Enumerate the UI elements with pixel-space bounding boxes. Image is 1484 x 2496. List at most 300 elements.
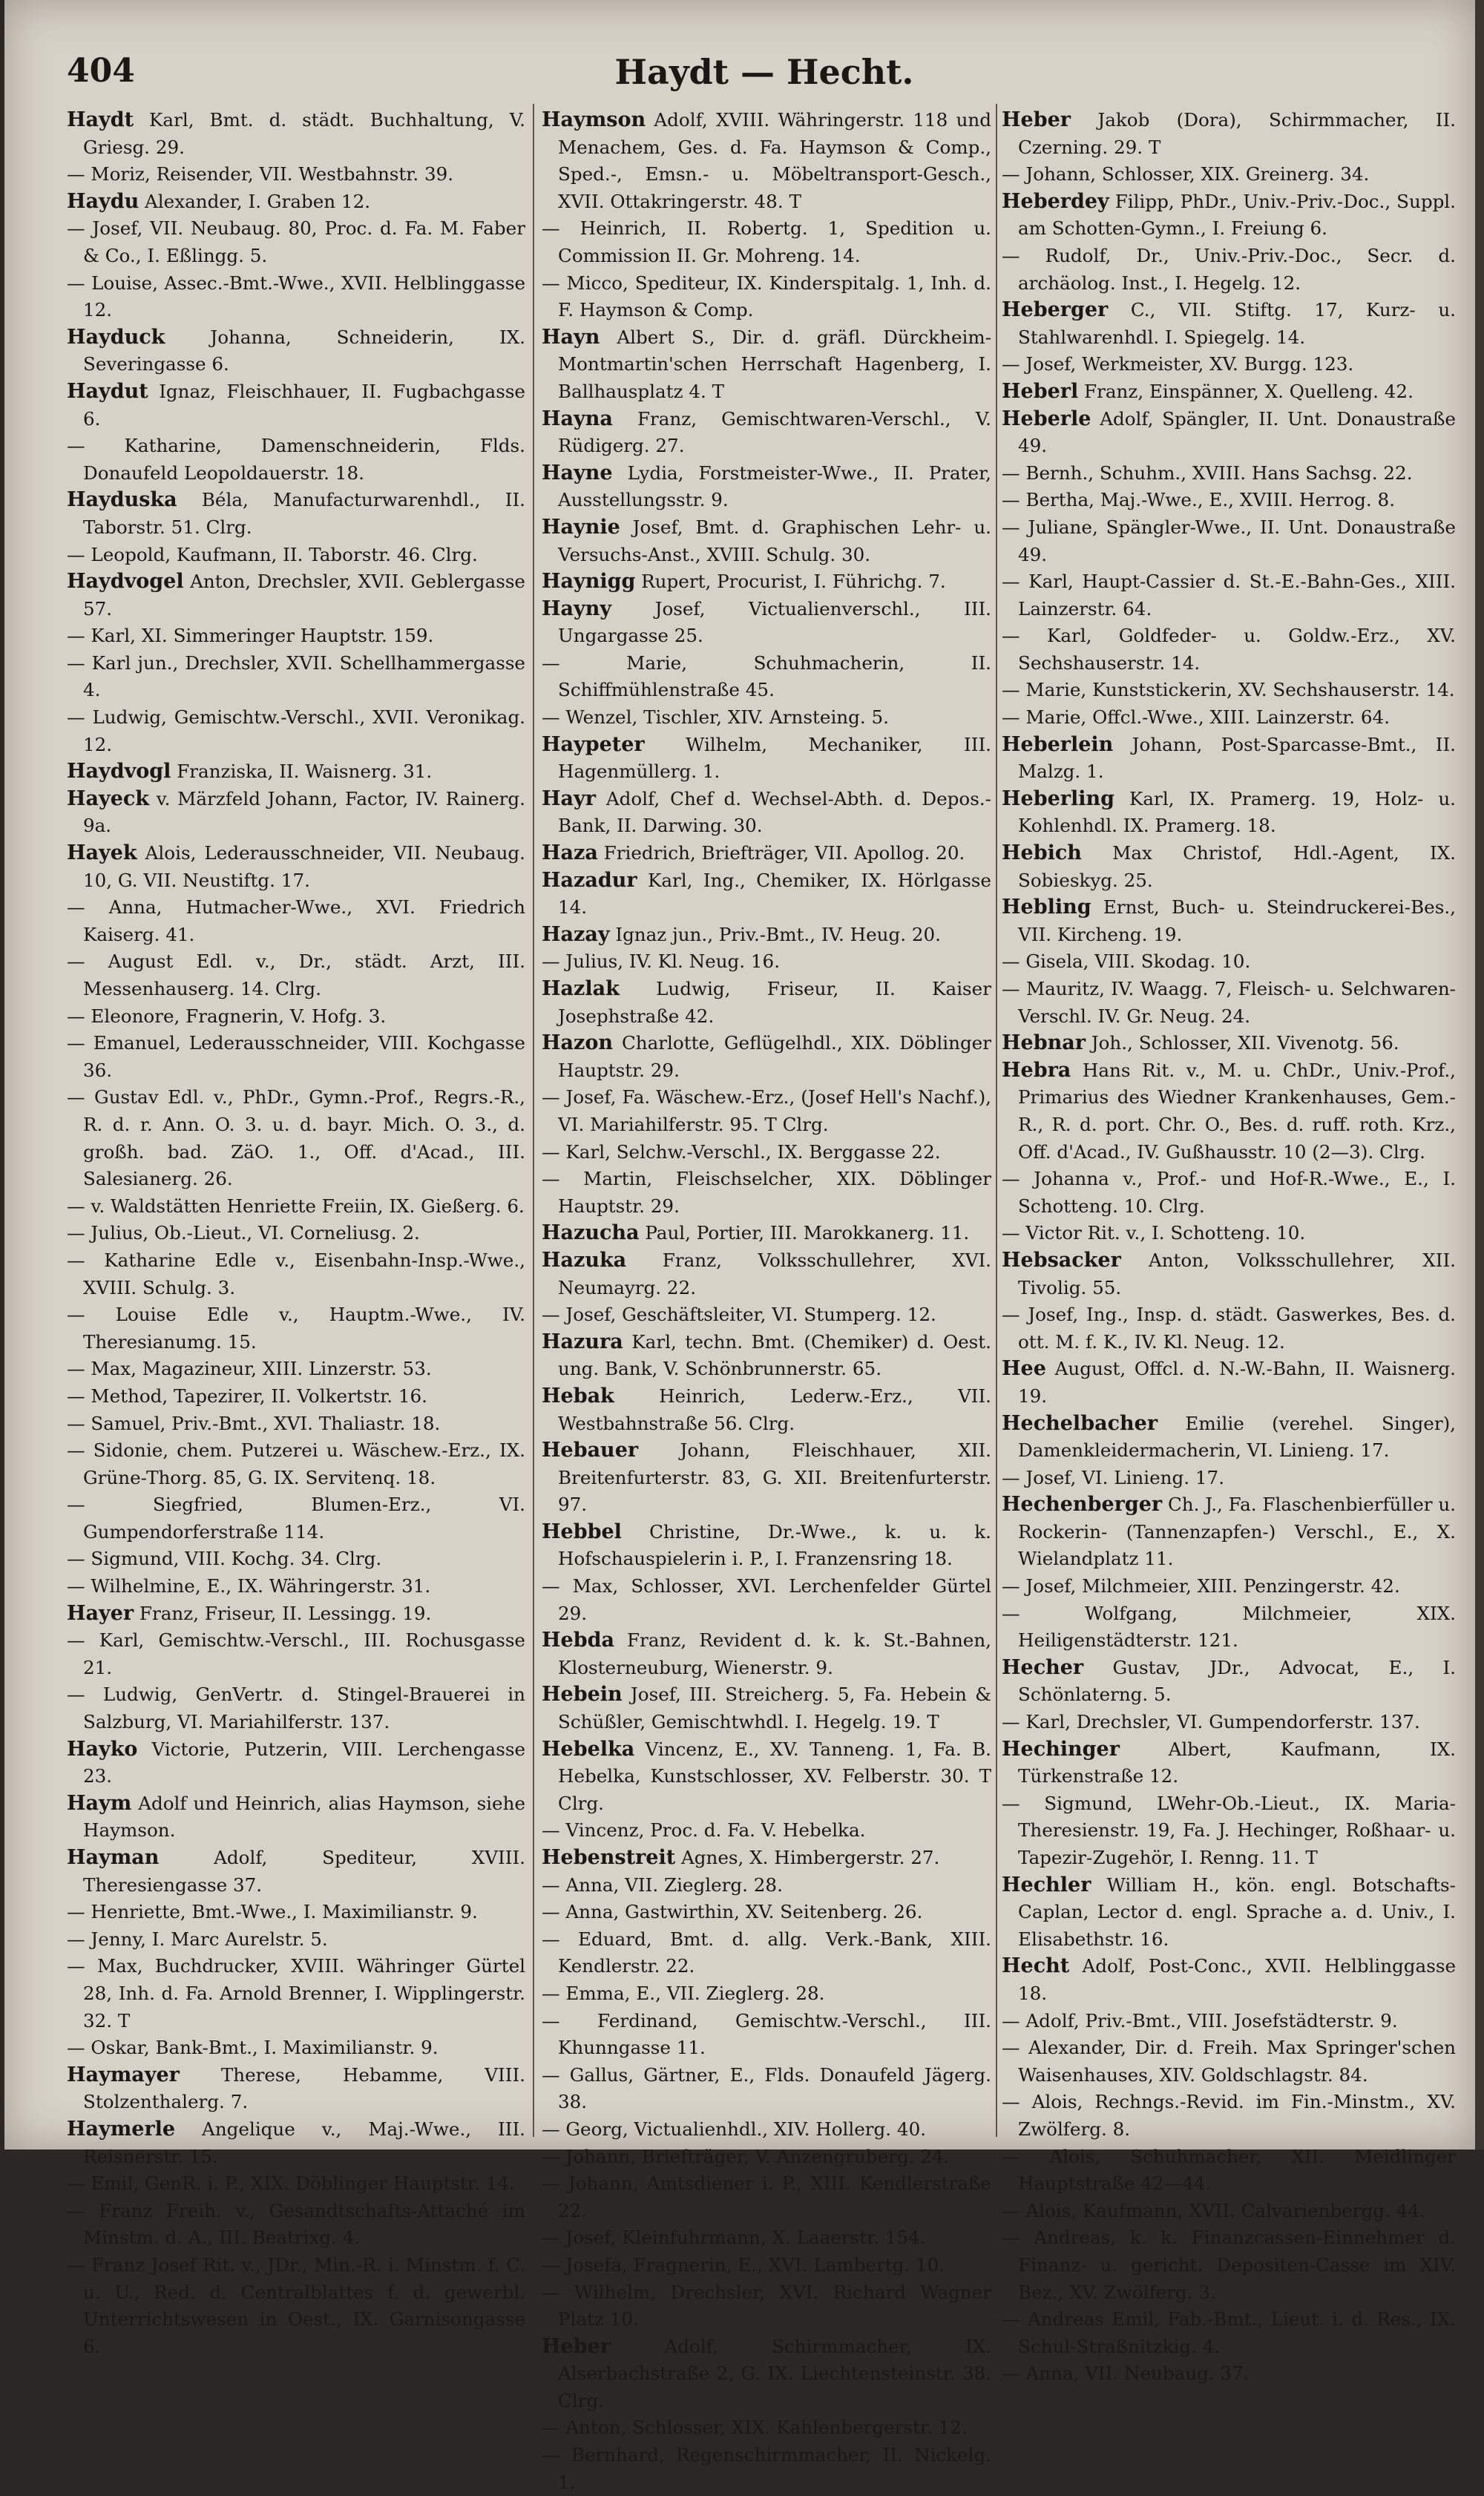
directory-entry — [542, 270, 991, 324]
directory-entry — [1002, 623, 1456, 677]
directory-entry — [542, 1926, 991, 1980]
entry-surname: Haymson — [542, 108, 646, 131]
entry-text: — Anna, VII. Zieglerg. 28. — [542, 1873, 783, 1896]
directory-entry — [542, 1899, 991, 1926]
entry-text: Anton, Drechsler, XVII. Geblergasse 57. — [83, 571, 525, 620]
directory-entry — [542, 948, 991, 976]
entry-text: Lydia, Forstmeister-Wwe., II. Prater, Ausstellungsstr. 9. — [558, 462, 991, 511]
directory-entry — [542, 1139, 991, 1166]
directory-entry — [1002, 1356, 1456, 1410]
entry-text: Karl, techn. Bmt. (Chemiker) d. Oest. ung. Bank, V. Schönbrunnerstr. 65. — [558, 1330, 991, 1380]
entry-text: — Josef, VII. Neubaug. 80, Proc. d. Fa. M. Faber & Co., I. Eßlingg. 5. — [67, 217, 525, 266]
entry-text: — Georg, Victualienhdl., XIV. Hollerg. 40. — [542, 2118, 927, 2140]
entry-surname: Hayman — [67, 1846, 160, 1869]
column-divider — [533, 104, 534, 2137]
directory-entry — [67, 568, 525, 623]
entry-text: — Karl, Haupt-Cassier d. St.-E.-Bahn-Ges., XIII. Lainzerstr. 64. — [1002, 571, 1456, 620]
entry-surname: Hechenberger — [1002, 1493, 1163, 1517]
directory-entry — [1002, 1709, 1456, 1736]
entry-surname: Haym — [67, 1791, 132, 1815]
directory-entry — [1002, 460, 1456, 487]
directory-entry — [67, 786, 525, 840]
entry-text: — Josef, Fa. Wäschew.-Erz., (Josef Hell's Nachf.), VI. Mariahilferstr. 95. T Clrg. — [542, 1086, 991, 1135]
directory-entry — [1002, 786, 1456, 840]
directory-entry — [1002, 1410, 1456, 1465]
directory-entry — [67, 1573, 525, 1600]
entry-text: Charlotte, Geflügelhdl., XIX. Döblinger Hauptstr. 29. — [558, 1032, 991, 1081]
entry-text: — Josef, Ing., Insp. d. städt. Gaswerkes, Bes. d. ott. M. f. K., IV. Kl. Neug. 12. — [1002, 1304, 1456, 1353]
entry-text: — Anton, Schlosser, XIX. Kahlenbergerstr. 12. — [542, 2417, 968, 2439]
entry-surname: Hebauer — [542, 1439, 639, 1462]
entry-text: — Karl, XI. Simmeringer Hauptstr. 159. — [67, 625, 434, 647]
entry-surname: Hechelbacher — [1002, 1411, 1158, 1435]
directory-entry — [1002, 732, 1456, 786]
entry-text: — Josef, Geschäftsleiter, VI. Stumperg. 12. — [542, 1304, 936, 1326]
directory-entry — [1002, 2224, 1456, 2306]
entry-text: — Rudolf, Dr., Univ.-Priv.-Doc., Secr. d. archäolog. Inst., I. Hegelg. 12. — [1002, 244, 1456, 294]
directory-entry — [542, 867, 991, 922]
entry-text: Franz, Volksschullehrer, XVI. Neumayrg. 22. — [558, 1249, 991, 1298]
entry-text: — Marie, Schuhmacherin, II. Schiffmühlenstraße 45. — [542, 651, 991, 701]
entry-text: — Katharine, Damenschneiderin, Flds. Donaufeld Leopoldauerstr. 18. — [67, 435, 525, 484]
entry-text: — Josef, Kleinfuhrmann, X. Laaerstr. 154. — [542, 2227, 926, 2249]
directory-entry — [1002, 2306, 1456, 2360]
entry-text: — Josef, Werkmeister, XV. Burgg. 123. — [1002, 353, 1354, 375]
entry-text: — Katharine Edle v., Eisenbahn-Insp.-Wwe., XVIII. Schulg. 3. — [67, 1249, 525, 1298]
entry-text: — Jenny, I. Marc Aurelstr. 5. — [67, 1928, 328, 1950]
entry-surname: Hayduska — [67, 488, 177, 512]
directory-entry — [1002, 2089, 1456, 2143]
directory-entry — [67, 1003, 525, 1031]
entry-text: Agnes, X. Himbergerstr. 27. — [675, 1847, 940, 1868]
entry-text: C., VII. Stiftg. 17, Kurz- u. Stahlwarenhdl. I. Spiegelg. 14. — [1018, 299, 1456, 348]
directory-entry — [542, 732, 991, 786]
directory-entry — [542, 1817, 991, 1845]
entry-text: — Louise Edle v., Hauptm.-Wwe., IV. Theresianumg. 15. — [67, 1304, 525, 1353]
directory-entry — [542, 1301, 991, 1329]
entry-text: Josef, Bmt. d. Graphischen Lehr- u. Versuchs-Anst., XVIII. Schulg. 30. — [558, 516, 991, 565]
entry-text: Josef, III. Streicherg. 5, Fa. Hebein & Schüßler, Gemischtwhdl. I. Hegelg. 19. T — [558, 1684, 991, 1733]
entry-text: Vincenz, E., XV. Tanneng. 1, Fa. B. Hebelka, Kunstschlosser, XV. Felberstr. 30. T Clrg. — [558, 1738, 991, 1814]
directory-entry — [67, 215, 525, 269]
entry-surname: Heberling — [1002, 786, 1114, 810]
directory-entry — [542, 976, 991, 1030]
directory-entry — [1002, 1790, 1456, 1872]
directory-entry — [542, 2252, 991, 2279]
entry-surname: Hayer — [67, 1601, 134, 1625]
directory-entry — [542, 514, 991, 568]
column-divider — [996, 104, 997, 2137]
entry-text: — Martin, Fleischselcher, XIX. Döblinger Hauptstr. 29. — [542, 1168, 991, 1217]
entry-text: Adolf, XVIII. Währingerstr. 118 und Menachem, Ges. d. Fa. Haymson & Comp., Sped.-, Emsn.- u. Möbeltransport-Gesch., XVII. Ottakringerstr. 48. T — [558, 109, 991, 212]
entry-text: — Josef, VI. Linieng. 17. — [1002, 1466, 1225, 1488]
directory-entry — [1002, 1220, 1456, 1247]
directory-entry — [67, 1845, 525, 1899]
directory-entry — [67, 1410, 525, 1438]
directory-entry — [1002, 1030, 1456, 1057]
entry-surname: Hebich — [1002, 841, 1082, 865]
directory-entry — [67, 1030, 525, 1084]
entry-surname: Haymerle — [67, 2117, 176, 2141]
entry-text: — Andreas Emil, Fab.-Bmt., Lieut. i. d. Res., IX. Schul-Straßnitzkig. 4. — [1002, 2308, 1456, 2357]
entry-surname: Hebein — [542, 1683, 623, 1707]
directory-entry — [67, 1084, 525, 1192]
directory-entry — [1002, 2034, 1456, 2089]
directory-entry — [1002, 1057, 1456, 1166]
directory-entry — [67, 2062, 525, 2116]
directory-entry — [67, 487, 525, 541]
entry-text: — Moriz, Reisender, VII. Westbahnstr. 39. — [67, 163, 454, 185]
entry-surname: Hechler — [1002, 1873, 1091, 1896]
entry-surname: Hazucha — [542, 1221, 640, 1245]
entry-text: — Josefa, Fragnerin, E., XVI. Lambertg. 10. — [542, 2253, 945, 2276]
entry-surname: Hayna — [542, 407, 613, 430]
entry-text: — Eduard, Bmt. d. allg. Verk.-Bank, XIII. Kendlerstr. 22. — [542, 1928, 991, 1977]
entry-text: Albert S., Dir. d. gräfl. Dürckheim-Montmartin'schen Herrschaft Hagenberg, I. Ballhausplatz 4. T — [558, 326, 991, 402]
directory-entry — [67, 948, 525, 1002]
entry-text: — Max, Magazineur, XIII. Linzerstr. 53. — [67, 1358, 432, 1380]
entry-text: Adolf, Spängler, II. Unt. Donaustraße 49. — [1018, 407, 1456, 457]
entry-text: Franz, Einspänner, X. Quelleng. 42. — [1078, 380, 1414, 402]
entry-text: — Karl jun., Drechsler, XVII. Schellhammergasse 4. — [67, 651, 525, 701]
entry-text: — Marie, Offcl.-Wwe., XIII. Lainzerstr. 64. — [1002, 706, 1391, 729]
directory-entry — [542, 568, 991, 596]
entry-text: Wilhelm, Mechaniker, III. Hagenmüllerg. 1. — [558, 733, 991, 783]
entry-text: — Bernhard, Regenschirmmacher, II. Nickelg. 1. — [542, 2444, 991, 2493]
entry-text: — Micco, Spediteur, IX. Kinderspitalg. 1, Inh. d. F. Haymson & Comp. — [542, 272, 991, 321]
directory-entry — [542, 1845, 991, 1872]
directory-entry — [1002, 1573, 1456, 1600]
directory-entry — [1002, 1465, 1456, 1492]
directory-entry — [1002, 514, 1456, 568]
entry-text: Franziska, II. Waisnerg. 31. — [171, 761, 433, 783]
entry-surname: Hayne — [542, 461, 613, 485]
entry-surname: Hayny — [542, 597, 612, 620]
entry-text: Albert, Kaufmann, IX. Türkenstraße 12. — [1018, 1738, 1456, 1787]
entry-text: — Henriette, Bmt.-Wwe., I. Maximilianstr. 9. — [67, 1901, 478, 1923]
entry-surname: Haynigg — [542, 570, 636, 594]
entry-text: — Gallus, Gärtner, E., Flds. Donaufeld Jägerg. 38. — [542, 2063, 991, 2113]
directory-entry — [67, 2170, 525, 2198]
entry-text: — Andreas, k. k. Finanzcassen-Einnehmer d. Finanz- u. gericht. Depositen-Casse im XIV. Bez., XV. Zwölferg. 3. — [1002, 2227, 1456, 2303]
entry-surname: Hayn — [542, 325, 600, 349]
entry-text: Rupert, Procurist, I. Führichg. 7. — [635, 571, 946, 593]
entry-text: — Karl, Goldfeder- u. Goldw.-Erz., XV. Sechshauserstr. 14. — [1002, 625, 1456, 674]
directory-entry — [67, 2034, 525, 2062]
directory-entry — [542, 1166, 991, 1220]
entry-text: — Eleonore, Fragnerin, V. Hofg. 3. — [67, 1005, 387, 1027]
entry-text: — Mauritz, IV. Waagg. 7, Fleisch- u. Selchwaren-Verschl. IV. Gr. Neug. 24. — [1002, 978, 1456, 1027]
directory-entry — [1002, 1600, 1456, 1655]
directory-entry — [1002, 894, 1456, 948]
entry-surname: Heberle — [1002, 407, 1091, 430]
directory-entry — [67, 107, 525, 161]
entry-text: — Oskar, Bank-Bmt., I. Maximilianstr. 9. — [67, 2037, 439, 2059]
entry-text: Victorie, Putzerin, VIII. Lerchengasse 23. — [83, 1738, 525, 1787]
running-head: Haydt — Hecht. — [614, 52, 914, 92]
entry-text: August, Offcl. d. N.-W.-Bahn, II. Waisnerg. 19. — [1018, 1358, 1456, 1407]
entry-text: — Leopold, Kaufmann, II. Taborstr. 46. Clrg. — [67, 543, 478, 565]
directory-entry — [67, 704, 525, 758]
directory-entry — [1002, 2198, 1456, 2225]
directory-entry — [542, 2062, 991, 2116]
entry-surname: Hayduck — [67, 325, 165, 349]
directory-entry — [542, 1329, 991, 1383]
directory-entry — [1002, 297, 1456, 351]
entry-surname: Haydvogl — [67, 760, 171, 784]
directory-entry — [542, 1681, 991, 1735]
entry-text: — Karl, Selchw.-Verschl., IX. Berggasse 22. — [542, 1140, 941, 1163]
directory-entry — [542, 406, 991, 460]
directory-entry — [67, 758, 525, 786]
directory-entry — [542, 596, 991, 650]
column-1 — [67, 107, 525, 2357]
directory-entry — [67, 270, 525, 324]
entry-text: Johanna, Schneiderin, IX. Severingasse 6. — [83, 326, 525, 375]
entry-surname: Hazuka — [542, 1248, 627, 1272]
directory-entry — [1002, 2144, 1456, 2198]
entry-text: — Johann, Briefträger, V. Anzengruberg. 24. — [542, 2145, 950, 2167]
entry-text: Filipp, PhDr., Univ.-Priv.-Doc., Suppl. am Schotten-Gymn., I. Freiung 6. — [1018, 190, 1456, 240]
directory-entry — [67, 188, 525, 216]
directory-entry — [67, 1600, 525, 1628]
entry-text: — Anna, Hutmacher-Wwe., XVI. Friedrich Kaiserg. 41. — [67, 896, 525, 945]
entry-text: v. Märzfeld Johann, Factor, IV. Rainerg. 9a. — [83, 787, 525, 837]
entry-text: Adolf, Chef d. Wechsel-Abth. d. Depos.-Bank, II. Darwing. 30. — [558, 787, 991, 837]
entry-text: — Sigmund, LWehr-Ob.-Lieut., IX. Maria-Theresienstr. 19, Fa. J. Hechinger, Roßhaar- u. Tapezir-Zugehör, I. Renng. 11. T — [1002, 1792, 1456, 1868]
entry-text: Friedrich, Briefträger, VII. Apollog. 20. — [597, 842, 965, 864]
entry-text: — Bernh., Schuhm., XVIII. Hans Sachsg. 22. — [1002, 462, 1413, 484]
entry-text: Ignaz, Fleischhauer, II. Fugbachgasse 6. — [83, 380, 525, 430]
entry-text: Gustav, JDr., Advocat, E., I. Schönlaterng. 5. — [1018, 1656, 1456, 1706]
entry-text: Therese, Hebamme, VIII. Stolzenthalerg. 7. — [83, 2063, 525, 2113]
entry-text: Heinrich, Lederw.-Erz., VII. Westbahnstraße 56. Clrg. — [558, 1385, 991, 1434]
entry-text: William H., kön. engl. Botschafts-Caplan, Lector d. engl. Sprache a. d. Univ., I. Elisabethstr. 16. — [1018, 1873, 1456, 1950]
directory-entry — [542, 922, 991, 949]
entry-text: — Julius, Ob.-Lieut., VI. Corneliusg. 2. — [67, 1222, 420, 1244]
directory-entry — [1002, 840, 1456, 894]
directory-entry — [542, 786, 991, 840]
directory-entry — [67, 1736, 525, 1790]
directory-entry — [67, 1546, 525, 1573]
entry-surname: Heberl — [1002, 379, 1079, 403]
directory-entry — [67, 1681, 525, 1735]
entry-text: Jakob (Dora), Schirmmacher, II. Czerning. 29. T — [1018, 109, 1456, 158]
entry-text: Karl, Bmt. d. städt. Buchhaltung, V. Griesg. 29. — [83, 109, 525, 158]
entry-text: Adolf, Post-Conc., XVII. Helblinggasse 18. — [1018, 1955, 1456, 2004]
entry-surname: Hebra — [1002, 1058, 1071, 1082]
entry-text: — Sidonie, chem. Putzerei u. Wäschew.-Erz., IX. Grüne-Thorg. 85, G. IX. Servitenq. 18. — [67, 1439, 525, 1488]
directory-entry — [542, 2008, 991, 2062]
entry-text: — Ludwig, GenVertr. d. Stingel-Brauerei in Salzburg, VI. Mariahilferstr. 137. — [67, 1684, 525, 1733]
entry-surname: Hee — [1002, 1357, 1046, 1381]
entry-text: Angelique v., Maj.-Wwe., III. Reisnerstr. 15. — [83, 2118, 525, 2167]
entry-text: — Julius, IV. Kl. Neug. 16. — [542, 950, 781, 973]
entry-text: Emilie (verehel. Singer), Damenkleidermacherin, VI. Linieng. 17. — [1018, 1412, 1456, 1462]
entry-text: — Victor Rit. v., I. Schotteng. 10. — [1002, 1222, 1306, 1244]
entry-text: Anton, Volksschullehrer, XII. Tivolig. 55. — [1018, 1249, 1456, 1298]
entry-surname: Hayeck — [67, 786, 150, 810]
directory-entry — [542, 2170, 991, 2224]
entry-text: — Siegfried, Blumen-Erz., VI. Gumpendorferstraße 114. — [67, 1494, 525, 1543]
entry-text: — Wenzel, Tischler, XIV. Arnsteing. 5. — [542, 706, 889, 729]
directory-entry — [542, 1247, 991, 1301]
entry-surname: Haydu — [67, 189, 139, 213]
entry-text: — Ludwig, Gemischtw.-Verschl., XVII. Veronikag. 12. — [67, 706, 525, 755]
directory-entry — [542, 1980, 991, 2008]
directory-entry — [542, 215, 991, 269]
entry-text: — Sigmund, VIII. Kochg. 34. Clrg. — [67, 1548, 382, 1570]
directory-entry — [67, 1383, 525, 1410]
entry-text: — Alexander, Dir. d. Freih. Max Springer'schen Waisenhauses, XIV. Goldschlagstr. 84. — [1002, 2037, 1456, 2086]
entry-text: — Max, Schlosser, XVI. Lerchenfelder Gürtel 29. — [542, 1575, 991, 1624]
directory-entry — [542, 460, 991, 514]
directory-entry — [1002, 188, 1456, 243]
entry-surname: Hazlak — [542, 977, 620, 1000]
directory-entry — [67, 2116, 525, 2170]
entry-surname: Heberdey — [1002, 189, 1109, 213]
entry-surname: Hayek — [67, 841, 137, 865]
directory-entry — [67, 1301, 525, 1356]
entry-text: — Alois, Schuhmacher, XII. Meidlinger Hauptstraße 42—44. — [1002, 2145, 1456, 2195]
directory-page — [4, 0, 1475, 2493]
entry-text: Ernst, Buch- u. Steindruckerei-Bes., VII. Kircheng. 19. — [1018, 896, 1456, 945]
directory-entry — [67, 840, 525, 894]
entry-text: — Marie, Kunststickerin, XV. Sechshauserstr. 14. — [1002, 679, 1455, 701]
directory-entry — [542, 1519, 991, 1573]
directory-entry — [1002, 1247, 1456, 1301]
entry-text: — Heinrich, II. Robertg. 1, Spedition u. Commission II. Gr. Mohreng. 14. — [542, 217, 991, 266]
directory-entry — [67, 1247, 525, 1301]
directory-entry — [67, 2252, 525, 2360]
directory-entry — [67, 1926, 525, 1954]
page-number: 404 — [67, 52, 135, 90]
directory-entry — [542, 324, 991, 406]
directory-entry — [67, 1953, 525, 2034]
directory-entry — [1002, 2008, 1456, 2035]
entry-text: — Karl, Gemischtw.-Verschl., III. Rochusgasse 21. — [67, 1629, 525, 1678]
entry-text: — Johann, Schlosser, XIX. Greinerg. 34. — [1002, 163, 1370, 185]
entry-text: — Karl, Drechsler, VI. Gumpendorferstr. 137. — [1002, 1711, 1420, 1733]
directory-entry — [1002, 161, 1456, 188]
entry-text: Joh., Schlosser, XII. Vivenotg. 56. — [1085, 1032, 1399, 1054]
entry-text: — Emanuel, Lederausschneider, VIII. Kochgasse 36. — [67, 1032, 525, 1081]
entry-text: — Emil, GenR. i. P., XIX. Döblinger Hauptstr. 14. — [67, 2172, 515, 2195]
directory-entry — [67, 378, 525, 433]
directory-entry — [1002, 1491, 1456, 1573]
directory-entry — [1002, 704, 1456, 732]
directory-entry — [1002, 976, 1456, 1030]
entry-text: Hans Rit. v., M. u. ChDr., Univ.-Prof., Primarius des Wiedner Krankenhauses, Gem.-R., R. d. port. Chr. O., Bes. d. ruff. roth. Krz., Off. d'Acad., IV. Gußhausstr. 10 (2—3). Clrg. — [1018, 1059, 1456, 1163]
entry-text: Béla, Manufacturwarenhdl., II. Taborstr. 51. Clrg. — [83, 489, 525, 538]
directory-entry — [542, 704, 991, 732]
directory-entry — [1002, 1655, 1456, 1709]
entry-text: — Johanna v., Prof.- und Hof-R.-Wwe., E., I. Schotteng. 10. Clrg. — [1002, 1168, 1456, 1217]
directory-entry — [542, 2279, 991, 2334]
directory-entry — [542, 1220, 991, 1247]
entry-text: Karl, Ing., Chemiker, IX. Hörlgasse 14. — [558, 869, 991, 919]
entry-text: Alois, Lederausschneider, VII. Neubaug. 10, G. VII. Neustiftg. 17. — [83, 842, 525, 891]
entry-surname: Haydut — [67, 379, 148, 403]
entry-text: — Juliane, Spängler-Wwe., II. Unt. Donaustraße 49. — [1002, 516, 1456, 565]
directory-entry — [542, 2224, 991, 2252]
entry-surname: Hebbel — [542, 1520, 622, 1543]
entry-surname: Hebelka — [542, 1737, 635, 1761]
entry-text: Christine, Dr.-Wwe., k. u. k. Hofschauspielerin i. P., I. Franzensring 18. — [558, 1520, 991, 1570]
directory-entry — [542, 1872, 991, 1899]
entry-surname: Hazura — [542, 1330, 623, 1353]
directory-entry — [542, 1383, 991, 1437]
entry-text: Franz, Gemischtwaren-Verschl., V. Rüdigerg. 27. — [558, 407, 991, 457]
directory-entry — [542, 1437, 991, 1519]
directory-entry — [67, 1356, 525, 1383]
entry-text: Alexander, I. Graben 12. — [139, 190, 371, 212]
entry-text: — Johann, Amtsdiener i. P., XIII. Kendlerstraße 22. — [542, 2172, 991, 2221]
directory-entry — [67, 1491, 525, 1546]
directory-entry — [1002, 1166, 1456, 1220]
entry-text: Adolf und Heinrich, alias Haymson, siehe Haymson. — [83, 1792, 525, 1842]
entry-surname: Hebda — [542, 1629, 614, 1652]
entry-text: — Gustav Edl. v., PhDr., Gymn.-Prof., Regrs.-R., R. d. r. Ann. O. 3. u. d. bayr. Mich. O. 3., d. großh. bad. ZäO. 1., Off. d'Acad., III. Salesianerg. 26. — [67, 1086, 525, 1190]
directory-entry — [542, 107, 991, 215]
entry-text: — August Edl. v., Dr., städt. Arzt, III. Messenhauserg. 14. Clrg. — [67, 950, 525, 999]
entry-text: Paul, Portier, III. Marokkanerg. 11. — [639, 1222, 970, 1244]
entry-surname: Haymayer — [67, 2063, 180, 2086]
entry-text: — Vincenz, Proc. d. Fa. V. Hebelka. — [542, 1819, 866, 1842]
entry-text: — Alois, Kaufmann, XVII. Calvarienbergg. 44. — [1002, 2199, 1425, 2221]
entry-text: Johann, Fleischhauer, XII. Breitenfurterstr. 83, G. XII. Breitenfurterstr. 97. — [558, 1439, 991, 1516]
entry-text: — v. Waldstätten Henriette Freiin, IX. Gießerg. 6. — [67, 1195, 525, 1217]
entry-text: Adolf, Schirmmacher, IX. Alserbachstraße 2, G. IX. Liechtensteinstr. 38. Clrg. — [558, 2335, 991, 2411]
entry-text: — Method, Tapezirer, II. Volkertstr. 16. — [67, 1385, 427, 1407]
entry-text: Ch. J., Fa. Flaschenbierfüller u. Rockerin- (Tannenzapfen-) Verschl., E., X. Wielandplatz 11. — [1018, 1494, 1456, 1570]
directory-entry — [1002, 1736, 1456, 1790]
entry-text: — Wilhelmine, E., IX. Währingerstr. 31. — [67, 1575, 431, 1597]
entry-surname: Hechinger — [1002, 1737, 1120, 1761]
directory-entry — [67, 1220, 525, 1247]
directory-entry — [1002, 378, 1456, 406]
entry-surname: Hayko — [67, 1737, 138, 1761]
directory-entry — [542, 2442, 991, 2496]
directory-entry — [542, 2116, 991, 2144]
entry-text: — Ferdinand, Gemischtw.-Verschl., III. Khunngasse 11. — [542, 2009, 991, 2059]
directory-entry — [1002, 1953, 1456, 2007]
directory-entry — [1002, 677, 1456, 704]
entry-text: — Alois, Rechngs.-Revid. im Fin.-Minstm., XV. Zwölferg. 8. — [1002, 2091, 1456, 2140]
directory-entry — [542, 2144, 991, 2171]
directory-entry — [1002, 487, 1456, 514]
directory-entry — [67, 433, 525, 487]
directory-entry — [1002, 568, 1456, 623]
entry-surname: Hazon — [542, 1031, 613, 1055]
entry-surname: Haypeter — [542, 732, 645, 756]
entry-surname: Hebak — [542, 1384, 614, 1408]
entry-text: Josef, Victualienverschl., III. Ungargasse 25. — [558, 597, 991, 647]
entry-surname: Heber — [542, 2334, 611, 2358]
directory-entry — [67, 1437, 525, 1491]
directory-entry — [542, 1573, 991, 1627]
directory-entry — [67, 1899, 525, 1926]
directory-entry — [542, 2414, 991, 2442]
directory-entry — [1002, 243, 1456, 297]
entry-text: — Bertha, Maj.-Wwe., E., XVIII. Herrog. 8. — [1002, 489, 1396, 511]
directory-entry — [1002, 406, 1456, 460]
directory-entry — [67, 161, 525, 188]
directory-entry — [67, 650, 525, 704]
entry-surname: Hecht — [1002, 1954, 1070, 1978]
entry-surname: Hecher — [1002, 1655, 1084, 1679]
entry-text: — Wolfgang, Milchmeier, XIX. Heiligenstädterstr. 121. — [1002, 1602, 1456, 1652]
